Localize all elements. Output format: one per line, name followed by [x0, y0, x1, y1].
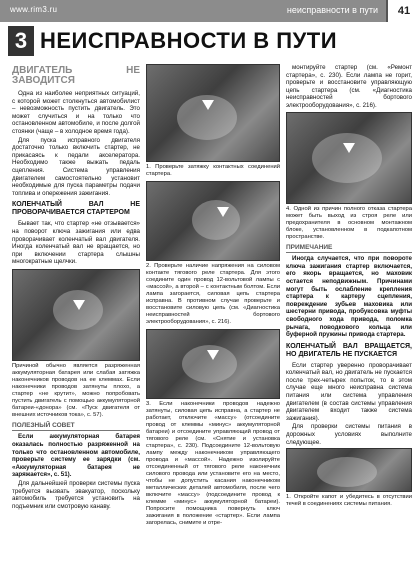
paragraph: монтируйте стартер (см. «Ремонт стартера», с. 230). Если лампа не горит, проверьте и восстановите управляющую цепь стартера (см. «Диагностика неисправностей бортового электрооборудования», с. 216).: [286, 64, 412, 109]
paragraph: Одна из наиболее неприятных ситуаций, с которой может столкнуться автомобилист – невозможность пустить двигатель. Это может случиться и на только что остановленном автомобиле, и после долгой стоянки (чаще – в холодное время года).: [12, 90, 140, 135]
subsection-heading: КОЛЕНЧАТЫЙ ВАЛ НЕ ПРОВОРАЧИВАЕТСЯ СТАРТЕРОМ: [12, 201, 140, 217]
photo-control-wire: [146, 329, 280, 399]
section-title: неисправности в пути: [286, 5, 378, 15]
photo-starter-contacts: [146, 64, 280, 162]
photo-relay-voltage: [146, 181, 280, 261]
photo-caption: 1. Откройте капот и убедитесь в отсутствии течей в соединениях системы питания.: [286, 494, 412, 508]
photo-caption: 1. Проверьте затяжку контактных соединений стартера.: [146, 164, 280, 177]
note-text: Иногда случается, что при повороте ключа зажигания стартер включается, его якорь вращается, но маховик остается неподвижным. Причинами могут быть ослабление крепления стартера к картеру сцепления, повреждение зубьев маховика или шестерни привода, пробуксовка муфты свободного хода привода, поломка рычага, поводкового кольца или буферной пружины привода стартера.: [286, 255, 412, 339]
column-3: [286, 64, 412, 511]
tip-text: Если аккумуляторная батарея оказалась полностью разряженной на только что остановленном автомобиле, проверьте систему ее зарядки (см. «Аккумуляторная батарея не заряжается», с. 51).: [12, 433, 140, 479]
section-heading: ДВИГАТЕЛЬ НЕ ЗАВОДИТСЯ: [12, 65, 140, 86]
photo-caption: 2. Проверьте наличие напряжения на силовом контакте тягового реле стартера. Для этого соедините один провод 12-вольтовой лампы с «массой», а второй – с контактным болтом. Если лампа загорается, силовая цепь стартера исправна. В противном случае проверьте и восстановите силовую цепь (см. «Диагностика неисправностей бортового электрооборудования», с. 216).: [146, 263, 280, 325]
photo-caption: Причиной обычно является разряженная аккумуляторная батарея или слабая затяжка наконечников проводов на ее клеммах. Если наконечники проводов затянуты плохо, а стартер «не крутит», можно попробовать пустить двигатель с помощью аккумуляторной батареи-«донора» (см. «Пуск двигателя от внешних источников тока», с. 57).: [12, 362, 140, 418]
photo-caption: 3. Если наконечники проводов надежно затянуты, силовая цепь исправна, а стартер не работает, отключите «массу» (отсоедините провод от клеммы «минус» аккумуляторной батареи) и отсоедините управляющий провод от тягового реле (см. «Снятие и установка стартера», с. 230). Подсоедините 12-вольтовую лампу между наконечником управляющего провода и «массой». Надежно изолируйте отсоединенный от тягового реле наконечник силового провода или установите его на место, чтобы не допустить касания наконечником металлических деталей автомобиля, после чего включите «массу» (подсоедините провод к клемме «минус» аккумуляторной батареи). Попросите помощника повернуть ключ зажигания в положение «стартер». Если лампа загорелась, снимите и отре-: [146, 401, 280, 526]
chapter-number: 3: [8, 26, 34, 56]
chapter-heading: [0, 24, 420, 60]
paragraph: Для пуска исправного двигателя достаточно только включить стартер, не прикасаясь к педали акселератора. Необходимо также выжать педаль сцепления. Система управления двигателем самостоятельно установит необходимые для пуска параметры подачи топлива и опережения зажигания.: [12, 136, 140, 197]
paragraph: Для проверки системы питания в дорожных условиях выполните следующее.: [286, 423, 412, 446]
site-url: www.rim3.ru: [10, 5, 58, 14]
photo-fuse-block: [286, 112, 412, 204]
column-2: [146, 64, 280, 530]
tip-heading: ПОЛЕЗНЫЙ СОВЕТ: [12, 422, 140, 432]
photo-caption: 4. Одной из причин полного отказа стартера может быть выход из строя реле или предохранителя в основном монтажном блоке, установленном в подкапотном пространстве.: [286, 205, 412, 240]
paragraph: Если стартер уверенно проворачивает коленчатый вал, но двигатель не пускается после трех-четырех попыток, то в этом случае еще много неисправна система питания или система управления двигателем (в состав системы управления двигателем входит также система зажигания).: [286, 361, 412, 422]
paragraph: Для дальнейшей проверки системы пуска требуется вызвать эвакуатор, поскольку автомобиль требуется установить на подъемник или смотровую канаву.: [12, 480, 140, 510]
photo-fuel-system: [286, 448, 412, 492]
photo-ignition: [12, 269, 140, 361]
paragraph: Бывает так, что стартер «не отзывается» на поворот ключа зажигания или едва проворачивает коленчатый вал двигателя. Иногда коленчатый вал не вращается, но при включении стартера слышны многократные щелчки.: [12, 220, 140, 266]
subsection-heading: КОЛЕНЧАТЫЙ ВАЛ ВРАЩАЕТСЯ, НО ДВИГАТЕЛЬ НЕ ПУСКАЕТСЯ: [286, 342, 412, 358]
chapter-title: НЕИСПРАВНОСТИ В ПУТИ: [40, 28, 338, 53]
column-1: [12, 66, 140, 511]
page-header: [0, 0, 420, 22]
note-heading: ПРИМЕЧАНИЕ: [286, 244, 412, 254]
page-number: 41: [386, 0, 420, 22]
